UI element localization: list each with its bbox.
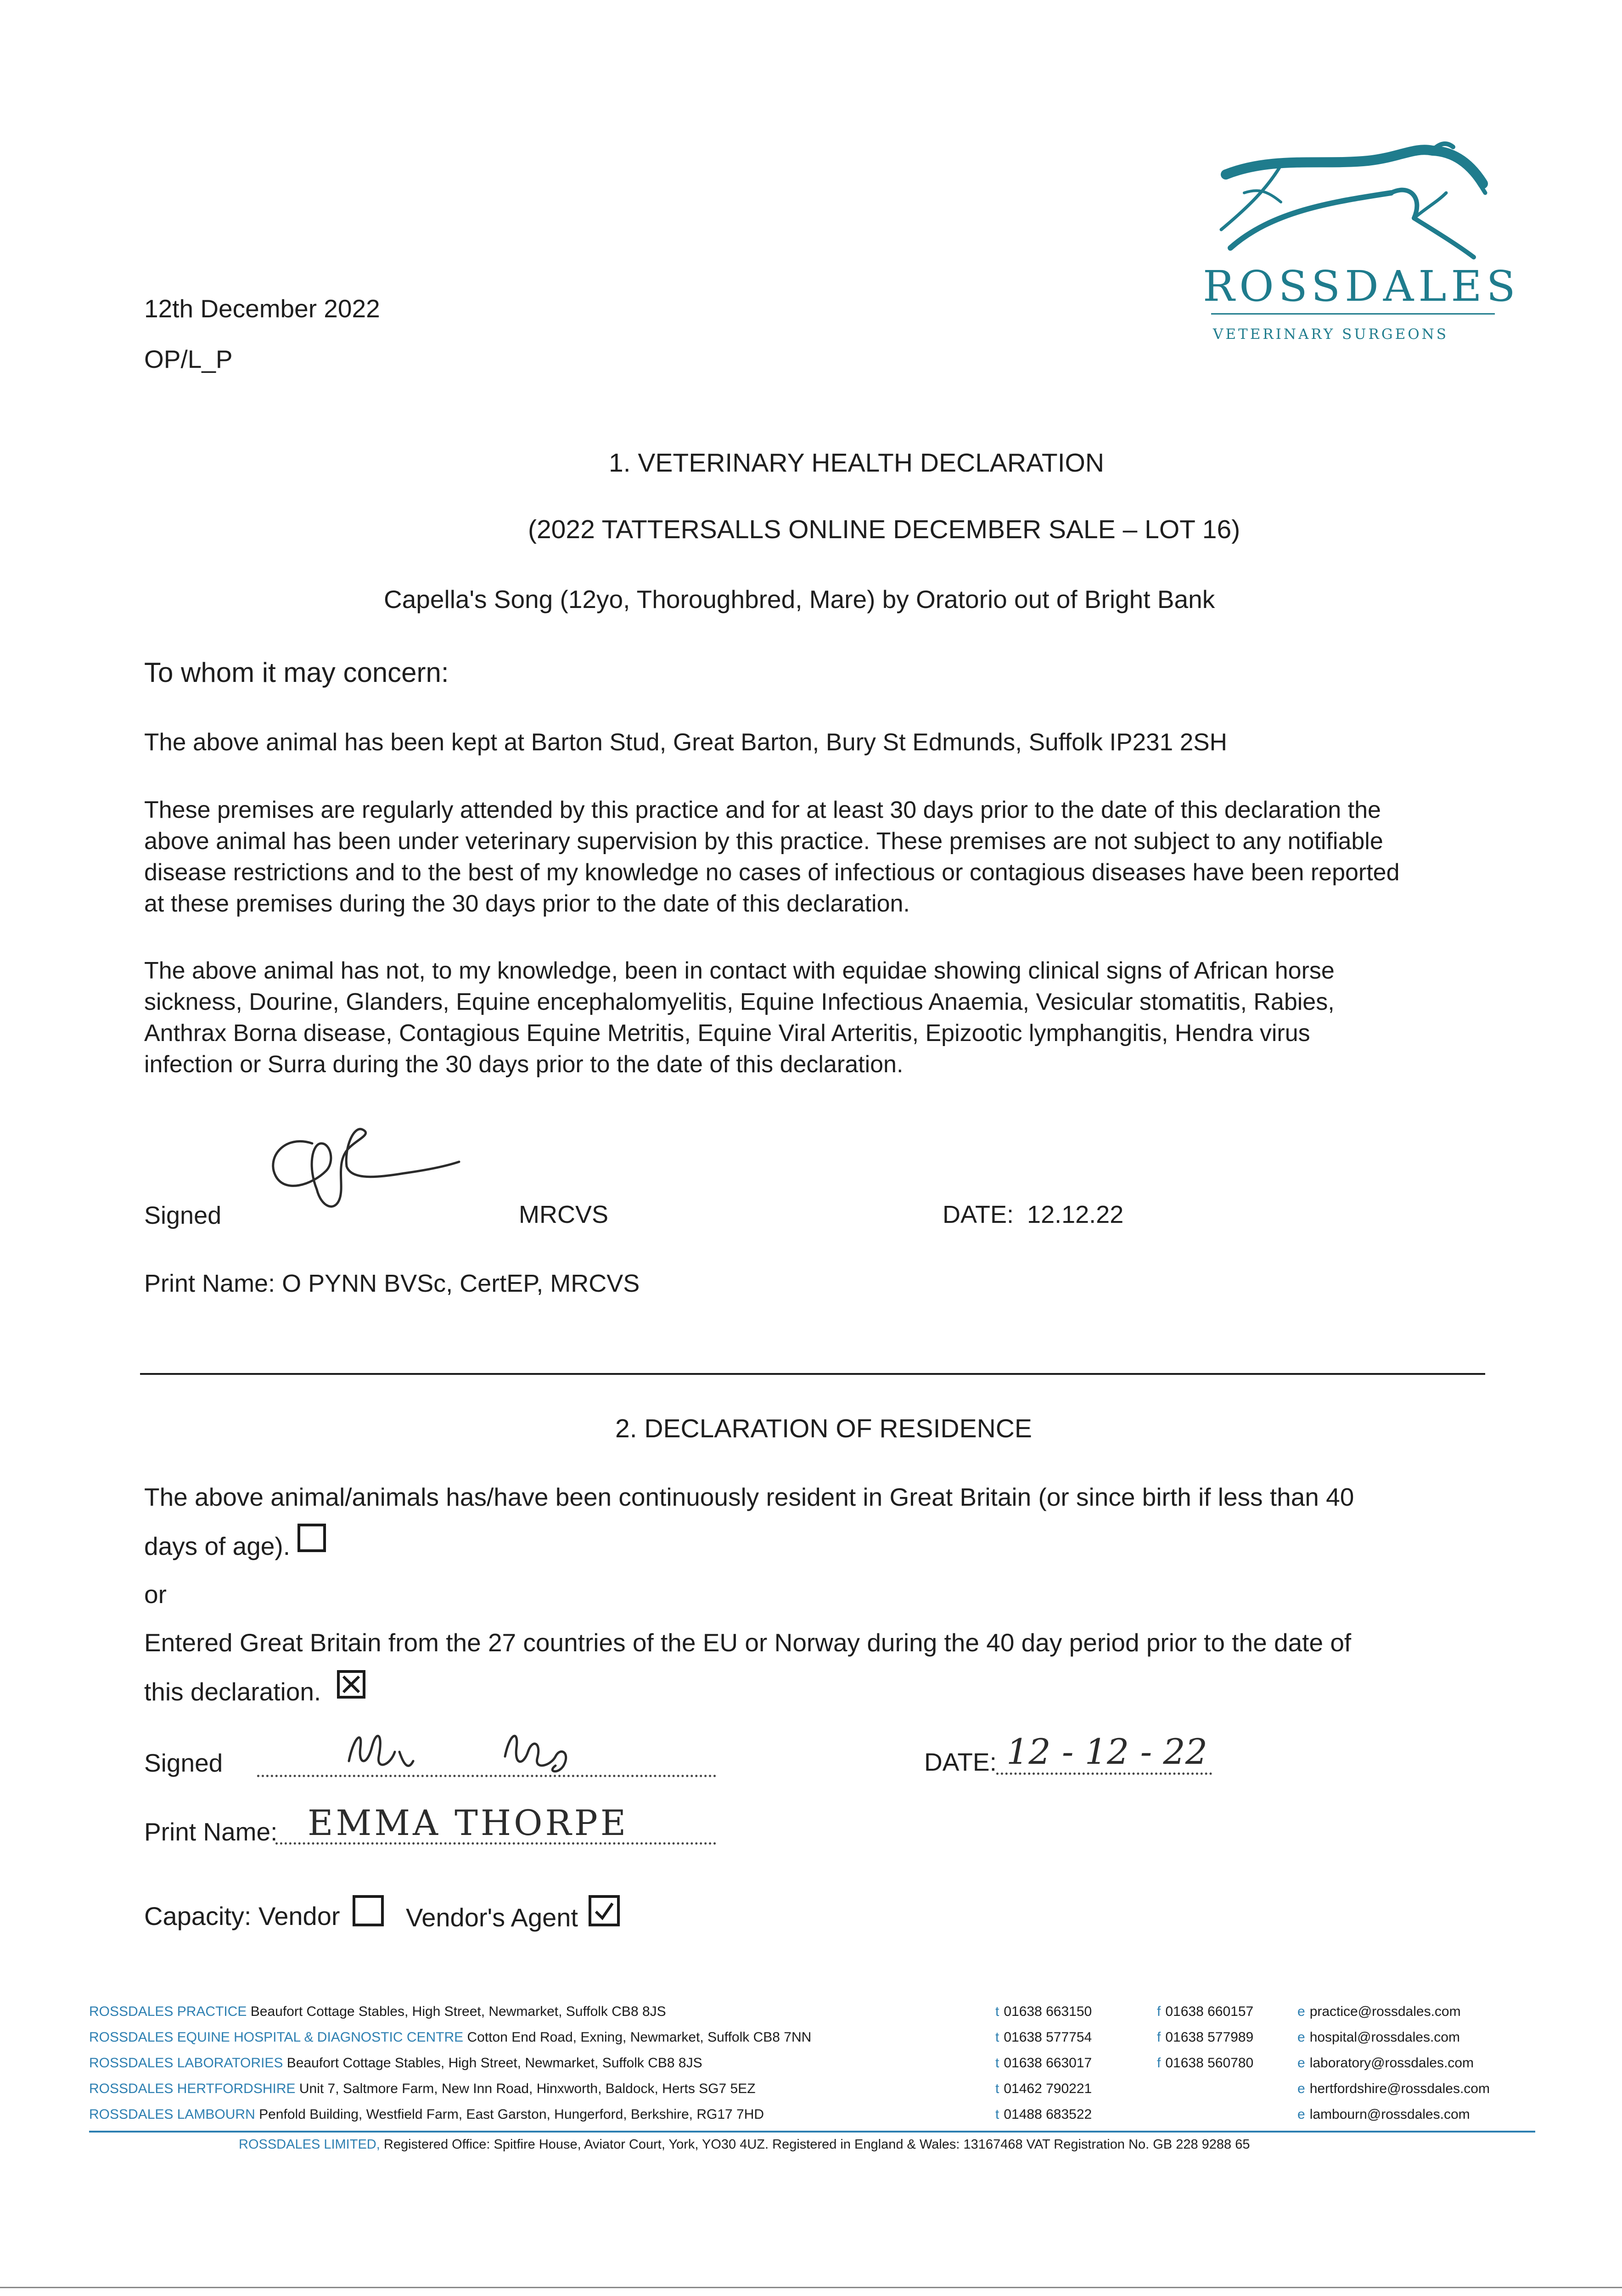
residence-option2-line2: this declaration.	[144, 1677, 321, 1706]
paragraph-line: These premises are regularly attended by this practice and for at least 30 days prior to the date of this declaration the	[144, 797, 1381, 823]
page-bottom-edge	[0, 2287, 1622, 2288]
residence-option1-checkbox[interactable]	[297, 1524, 326, 1552]
residence-option1-line2: days of age).	[144, 1532, 290, 1560]
paragraph-line: infection or Surra during the 30 days prior to the date of this declaration.	[144, 1051, 904, 1078]
logo-underline	[1211, 313, 1495, 315]
vet-date	[943, 1202, 1123, 1227]
footer-site-address: Unit 7, Saltmore Farm, New Inn Road, Hinxworth, Baldock, Herts SG7 5EZ	[299, 2081, 756, 2096]
vendor-agent-checkbox[interactable]	[589, 1895, 620, 1926]
footer-site-row	[89, 2082, 756, 2096]
footer-site-name: ROSSDALES PRACTICE	[89, 2004, 247, 2019]
footer-site-row	[89, 2031, 811, 2044]
owner-print-name-label: Print Name:	[144, 1818, 278, 1846]
contact-paragraph	[144, 955, 1481, 1080]
footer-email[interactable]: e practice@rossdales.com	[1297, 2004, 1461, 2019]
footer-tel: t 01638 577754	[995, 2030, 1092, 2045]
greeting: To whom it may concern:	[144, 657, 449, 688]
capacity-label: Capacity: Vendor	[144, 1902, 340, 1930]
footer-email[interactable]: e hospital@rossdales.com	[1297, 2030, 1460, 2045]
vet-signature	[257, 1116, 468, 1221]
animal-details: Capella's Song (12yo, Thoroughbred, Mare) by Oratorio out of Bright Bank	[384, 585, 1215, 613]
logo-tagline: VETERINARY SURGEONS	[1213, 326, 1449, 343]
vendor-checkbox[interactable]	[353, 1895, 384, 1926]
footer-site-name: ROSSDALES HERTFORDSHIRE	[89, 2081, 296, 2096]
footer-site-address: Penfold Building, Westfield Farm, East Garston, Hungerford, Berkshire, RG17 7HD	[259, 2107, 764, 2122]
vet-date-label: DATE:	[943, 1201, 1014, 1228]
owner-date-value: 12 - 12 - 22	[1006, 1731, 1208, 1772]
footer-rule	[89, 2131, 1535, 2133]
vet-print-name: Print Name: O PYNN BVSc, CertEP, MRCVS	[144, 1270, 640, 1297]
checkmark-icon	[591, 1898, 617, 1924]
paragraph-line: sickness, Dourine, Glanders, Equine encephalomyelitis, Equine Infectious Anaemia, Vesicular stomatitis, Rabies,	[144, 989, 1335, 1015]
owner-signed-label: Signed	[144, 1749, 223, 1777]
residence-option2-line1: Entered Great Britain from the 27 countries of the EU or Norway during the 40 day period prior to the date of	[144, 1628, 1352, 1657]
registered-company: ROSSDALES LIMITED,	[239, 2137, 380, 2152]
checkmark-icon	[340, 1673, 363, 1696]
footer-fax: f 01638 560780	[1157, 2055, 1254, 2071]
footer-email[interactable]: e lambourn@rossdales.com	[1297, 2107, 1470, 2122]
registered-details: Registered Office: Spitfire House, Aviator Court, York, YO30 4UZ. Registered in England & Wales: 13167468 VAT Registration No. GB 228 9288 65	[383, 2137, 1250, 2152]
footer-fax: f 01638 577989	[1157, 2030, 1254, 2045]
footer-tel: t 01488 683522	[995, 2107, 1092, 2122]
footer-email[interactable]: e laboratory@rossdales.com	[1297, 2055, 1474, 2071]
section-divider	[140, 1373, 1485, 1375]
owner-date-label: DATE:	[924, 1748, 997, 1776]
residence-option1-line1: The above animal/animals has/have been continuously resident in Great Britain (or since birth if less than 40	[144, 1483, 1354, 1511]
footer-site-name: ROSSDALES LABORATORIES	[89, 2055, 283, 2071]
section1-title: 1. VETERINARY HEALTH DECLARATION	[609, 448, 1105, 478]
paragraph-line: Anthrax Borna disease, Contagious Equine Metritis, Equine Viral Arteritis, Epizootic lymphangitis, Hendra virus	[144, 1020, 1310, 1047]
company-logo	[1203, 133, 1520, 349]
paragraph-line: above animal has been under veterinary supervision by this practice. These premises are not subject to any notifiable	[144, 828, 1383, 855]
letter-reference: OP/L_P	[144, 345, 233, 373]
footer-tel: t 01638 663017	[995, 2055, 1092, 2071]
vet-qualification: MRCVS	[519, 1201, 609, 1228]
owner-signature	[340, 1720, 578, 1779]
residence-option2-checkbox[interactable]	[337, 1670, 365, 1699]
footer-site-name: ROSSDALES EQUINE HOSPITAL & DIAGNOSTIC CENTRE	[89, 2030, 464, 2045]
supervision-paragraph	[144, 794, 1481, 919]
vendor-agent-label: Vendor's Agent	[406, 1903, 578, 1932]
footer-site-row	[89, 2056, 702, 2070]
logo-wordmark: ROSSDALES	[1203, 262, 1520, 311]
paragraph-line: at these premises during the 30 days prior to the date of this declaration.	[144, 890, 910, 917]
footer-tel: t 01462 790221	[995, 2081, 1092, 2096]
footer-site-address: Beaufort Cottage Stables, High Street, Newmarket, Suffolk CB8 8JS	[250, 2004, 666, 2019]
letter-date: 12th December 2022	[144, 294, 380, 323]
footer-email[interactable]: e hertfordshire@rossdales.com	[1297, 2081, 1490, 2096]
footer-tel: t 01638 663150	[995, 2004, 1092, 2019]
section1-subtitle: (2022 TATTERSALLS ONLINE DECEMBER SALE – LOT 16)	[528, 515, 1240, 544]
footer-site-name: ROSSDALES LAMBOURN	[89, 2107, 255, 2122]
or-label: or	[144, 1580, 167, 1609]
footer-registration	[239, 2138, 1250, 2151]
footer-site-row	[89, 2005, 666, 2019]
paragraph-line: disease restrictions and to the best of my knowledge no cases of infectious or contagious diseases have been reported	[144, 859, 1400, 886]
footer-site-row	[89, 2108, 764, 2122]
vet-signed-label: Signed	[144, 1202, 222, 1229]
owner-print-name-value: EMMA THORPE	[308, 1802, 629, 1843]
section2-title: 2. DECLARATION OF RESIDENCE	[615, 1414, 1032, 1443]
owner-date-line	[996, 1773, 1212, 1775]
footer-fax: f 01638 660157	[1157, 2004, 1254, 2019]
location-statement: The above animal has been kept at Barton Stud, Great Barton, Bury St Edmunds, Suffolk IP231 2SH	[144, 729, 1227, 756]
paragraph-line: The above animal has not, to my knowledge, been in contact with equidae showing clinical signs of African horse	[144, 957, 1335, 984]
footer-site-address: Cotton End Road, Exning, Newmarket, Suffolk CB8 7NN	[467, 2030, 812, 2045]
footer-site-address: Beaufort Cottage Stables, High Street, Newmarket, Suffolk CB8 8JS	[286, 2055, 702, 2071]
vet-date-value: 12.12.22	[1027, 1201, 1124, 1228]
horse-logo-icon	[1217, 138, 1492, 262]
